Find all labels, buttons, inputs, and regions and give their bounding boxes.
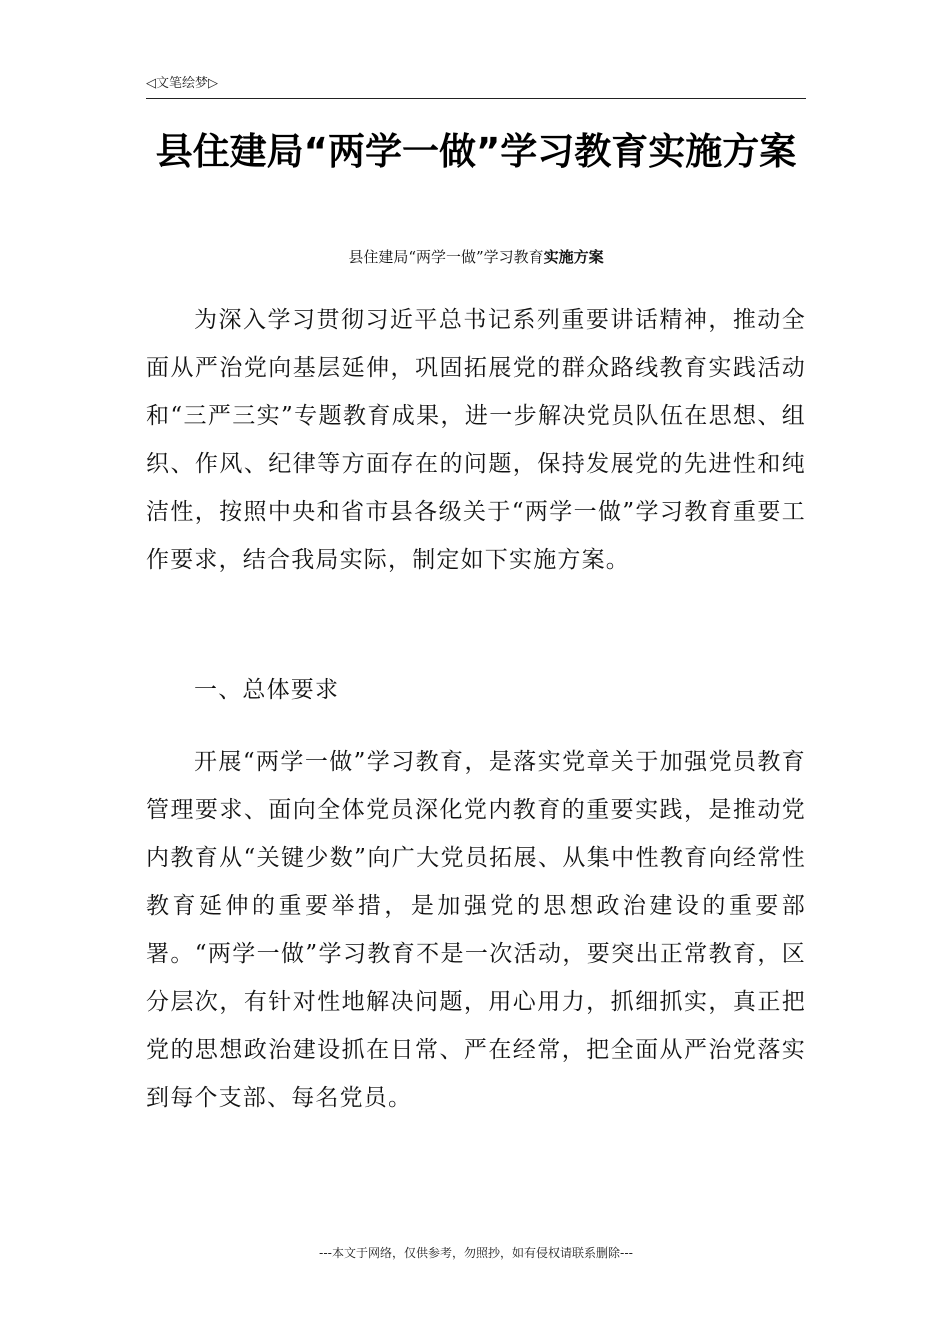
subtitle-bold: 实施方案 bbox=[543, 248, 604, 266]
document-title: 县住建局“两学一做”学习教育实施方案 bbox=[155, 130, 797, 173]
body-paragraph: 开展“两学一做”学习教育，是落实党章关于加强党员教育管理要求、面向全体党员深化党内教育的重要实践，是推动党内教育从“关键少数”向广大党员拓展、从集中性教育向经常性教育延伸的重要举措，是加强党的思想政治建设的重要部署。“两学一做”学习教育不是一次活动，要突出正常教育，区分层次，有针对性地解决问题，用心用力，抓细抓实，真正把党的思想政治建设抓在日常、严在经常，把全面从严治党落实到每个支部、每名党员。 bbox=[146, 749, 806, 1111]
subtitle-prefix: 县住建局“两学一做”学习教育 bbox=[348, 248, 544, 266]
section-heading: 一、总体要求 bbox=[194, 677, 340, 703]
header-text: ◁文笔绘梦▷ bbox=[146, 76, 218, 91]
page-footer: ---本文于网络，仅供参考，勿照抄，如有侵权请联系删除--- bbox=[319, 1246, 633, 1260]
intro-paragraph: 为深入学习贯彻习近平总书记系列重要讲话精神，推动全面从严治党向基层延伸，巩固拓展党的群众路线教育实践活动和“三严三实”专题教育成果，进一步解决党员队伍在思想、组织、作风、纪律等方面存在的问题，保持发展党的先进性和纯洁性，按照中央和省市县各级关于“两学一做”学习教育重要工作要求，结合我局实际，制定如下实施方案。 bbox=[146, 307, 806, 573]
document-subtitle bbox=[146, 245, 806, 269]
page-header bbox=[146, 74, 806, 99]
